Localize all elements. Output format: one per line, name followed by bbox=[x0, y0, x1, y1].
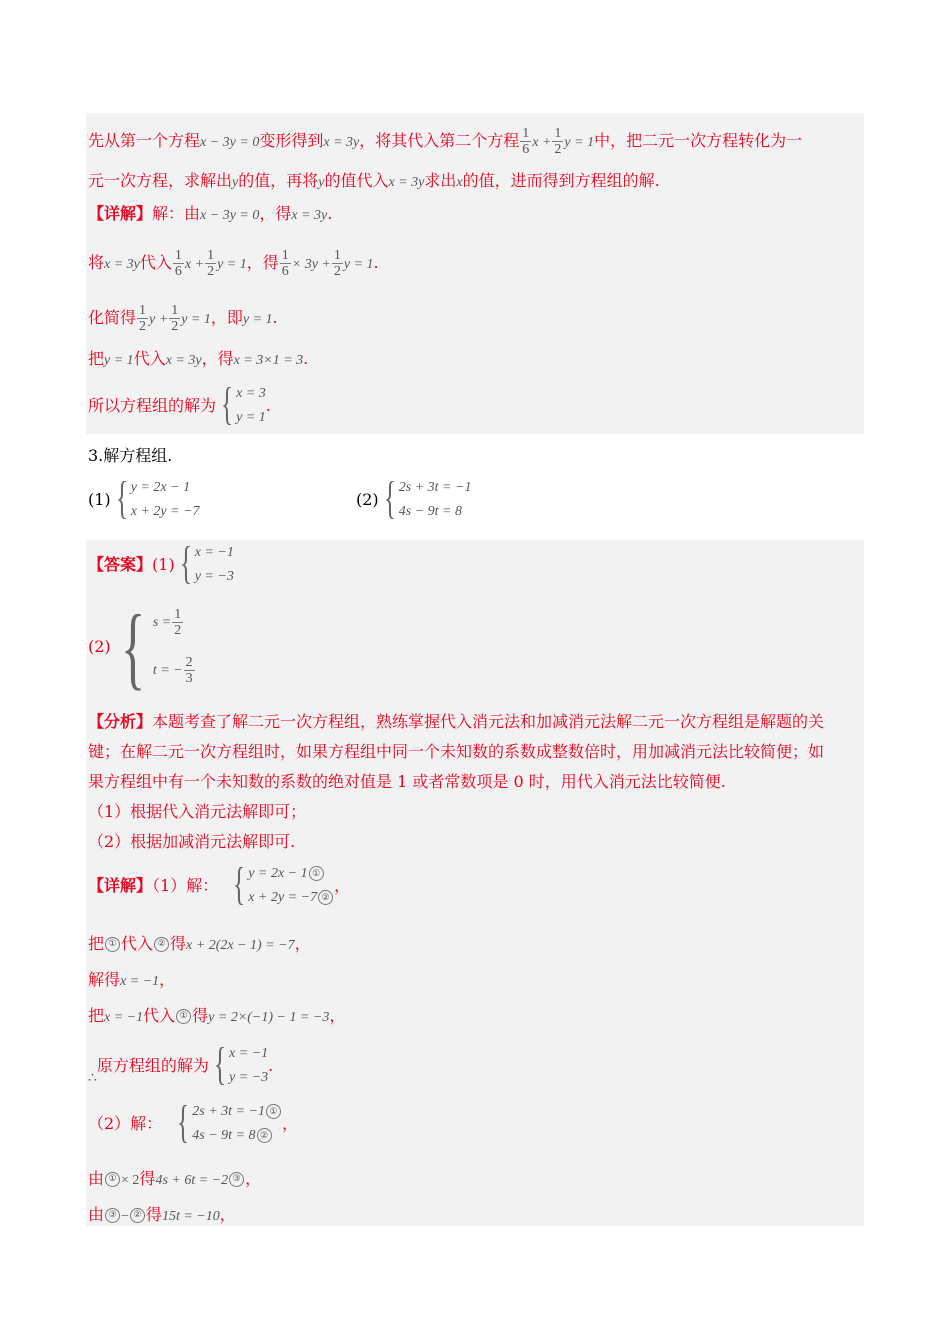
answer-part-1: 【答案】(1) { x = −1 y = −3 bbox=[88, 537, 234, 588]
detail-line-1: 【详解】解：由x − 3y = 0，得x = 3y. bbox=[88, 204, 333, 223]
analysis-q3-line-2: 键；在解二元一次方程组时，如果方程组中同一个未知数的系数成整数倍时，用加减消元法比较简便；如 bbox=[88, 742, 825, 761]
question-3-part-2: (2) { 2s + 3t = −1 4s − 9t = 8 bbox=[356, 472, 472, 523]
detail-line-3: 化简得 $\frac{1}{2}$ y + $\frac{1}{2}$ y = 1，即y = 1. bbox=[88, 303, 278, 334]
analysis-q3-line-3: 果方程组中有一个未知数的系数的绝对值是 1 或者常数项是 0 时，用代入消元法比较简便. bbox=[88, 772, 726, 791]
detail-q3-part-1-system: 【详解】（1）解： { y = 2x − 1 ① x + 2y = −7 ② ， bbox=[88, 858, 351, 909]
detail-q3-part-2-system: （2）解： { 2s + 3t = −1 ① 4s − 9t = 8 ② ， bbox=[88, 1096, 298, 1147]
detail-q3-step-multiply: 由 ① × 2得4s + 6t = −2 ③ ， bbox=[88, 1169, 262, 1188]
analysis-line-2: 元一次方程，求解出y的值，再将y的值代入x = 3y求出x的值，进而得到方程组的解. bbox=[88, 171, 660, 190]
detail-q3-step-subtract: 由 ③ − ② 得15t = −10， bbox=[88, 1205, 236, 1224]
detail-q3-part-1-result: ∴原方程组的解为 { x = −1 y = −3 . bbox=[88, 1038, 274, 1089]
question-3-title: 3.解方程组. bbox=[88, 446, 173, 465]
analysis-line-1: 先从第一个方程x − 3y = 0变形得到x = 3y，将其代入第二个方程 $\frac{1}{6}$ x + $\frac{1}{2}$ y = 1中，把二元一次方程转化为一 bbox=[88, 126, 803, 157]
analysis-q3-line-5: （2）根据加减消元法解即可. bbox=[88, 832, 296, 851]
question-3-part-1: (1) { y = 2x − 1 x + 2y = −7 bbox=[88, 472, 200, 523]
answer-part-2: (2) { s = $\frac{1}{2}$ t = − $\frac{2}{3}$ bbox=[88, 596, 193, 698]
analysis-q3-line-4: （1）根据代入消元法解即可； bbox=[88, 802, 307, 821]
analysis-q3-line-1: 【分析】本题考查了解二元一次方程组，熟练掌握代入消元法和加减消元法解二元一次方程组是解题的关 bbox=[88, 712, 825, 731]
detail-q3-step-solve-x: 解得x = −1， bbox=[88, 970, 176, 989]
detail-q3-step-substitute: 把 ① 代入 ② 得x + 2(2x − 1) = −7， bbox=[88, 934, 311, 953]
detail-q3-step-solve-y: 把x = −1代入 ① 得y = 2×(−1) − 1 = −3， bbox=[88, 1006, 346, 1025]
detail-line-2: 将x = 3y代入 $\frac{1}{6}$ x + $\frac{1}{2}$ y = 1，得 $\frac{1}{6}$ × 3y + $\frac{1}{2}$ y = 1. bbox=[88, 248, 379, 279]
detail-line-5: 所以方程组的解为 { x = 3 y = 1 . bbox=[88, 378, 271, 429]
detail-line-4: 把y = 1代入x = 3y，得x = 3×1 = 3. bbox=[88, 349, 309, 368]
